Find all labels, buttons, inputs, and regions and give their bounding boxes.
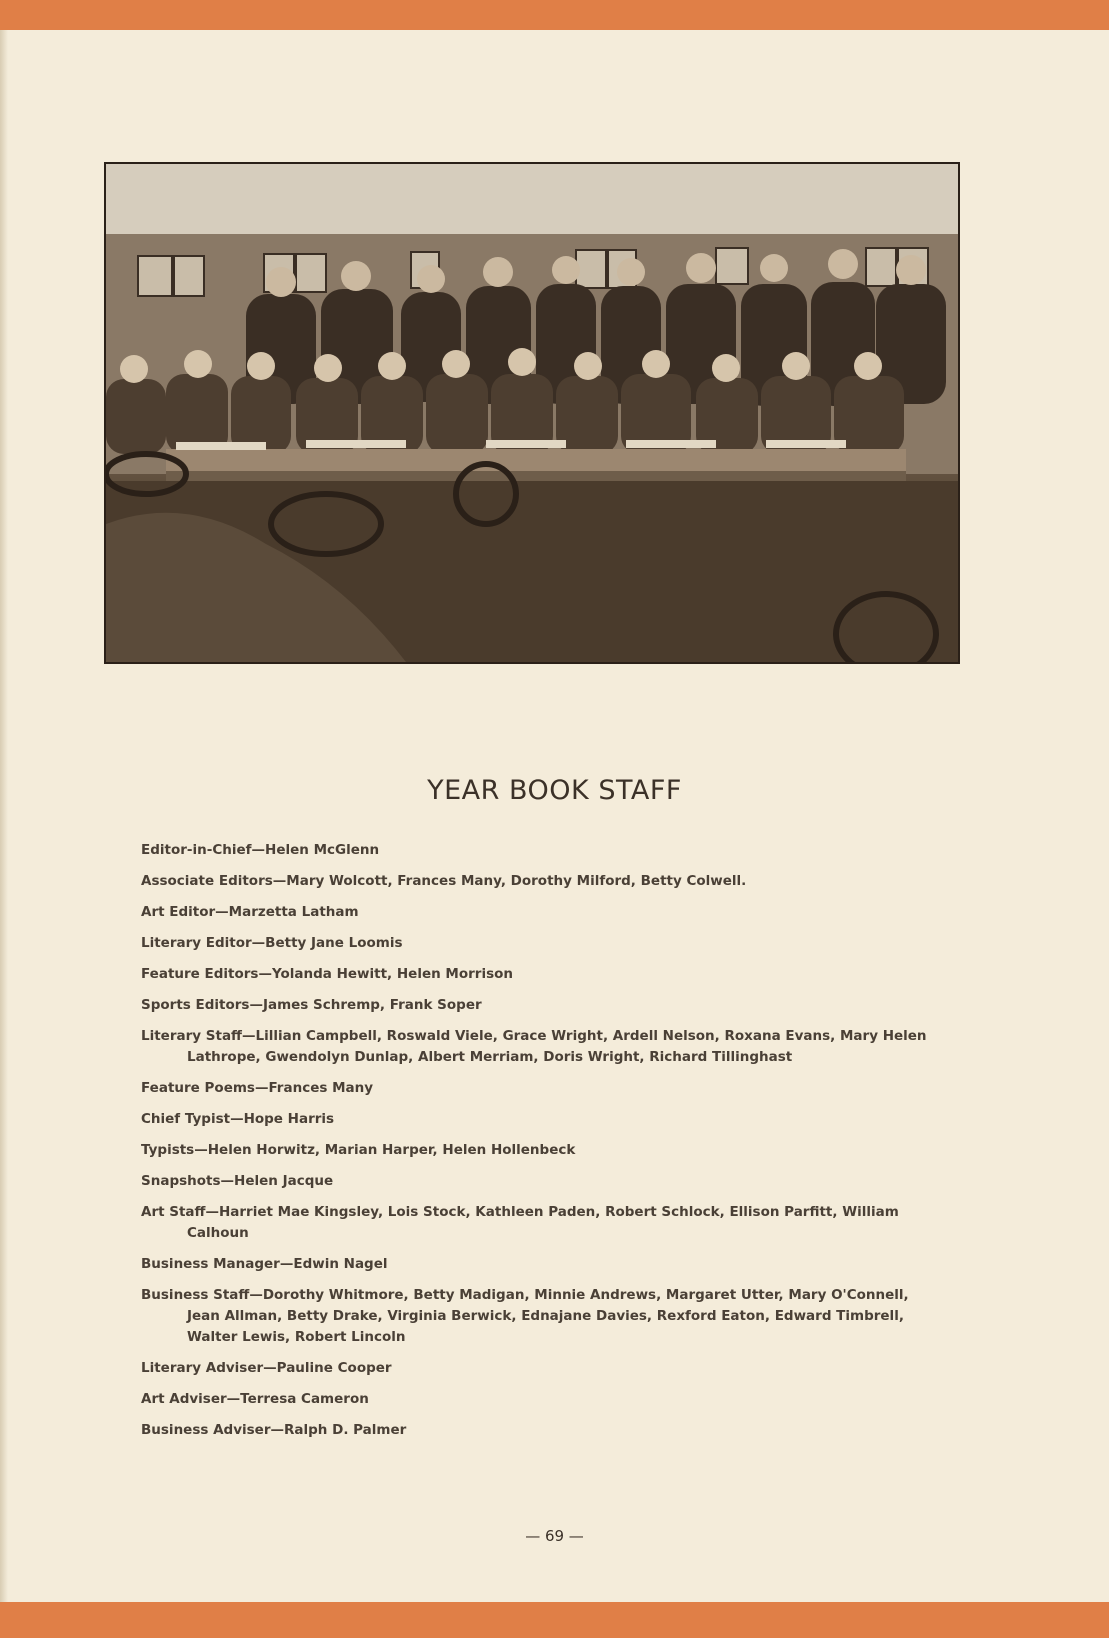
staff-names: James Schremp, Frank Soper [262,997,482,1013]
page-title: YEAR BOOK STAFF [427,775,682,806]
staff-entry [141,1202,931,1244]
staff-list [141,840,931,1451]
staff-group-photo [104,162,960,664]
staff-group-photo-graphic [106,164,958,662]
staff-entry [141,1078,931,1099]
staff-entry [141,840,931,861]
staff-names: Lillian Campbell, Roswald Viele, Grace Wright, Ardell Nelson, Roxana Evans, Mary Helen Lathrope, Gwendolyn Dunlap, Albert Merriam, Doris Wright, Richard Tillinghast [187,1028,927,1065]
staff-names: Harriet Mae Kingsley, Lois Stock, Kathleen Paden, Robert Schlock, Ellison Parfitt, William Calhoun [187,1204,899,1241]
staff-names: Frances Many [268,1080,374,1096]
dash: — [251,842,266,858]
dash: — [279,1256,294,1272]
staff-names: Mary Wolcott, Frances Many, Dorothy Milford, Betty Colwell. [286,873,747,889]
top-color-band [0,0,1109,30]
staff-names: Yolanda Hewitt, Helen Morrison [271,966,513,982]
staff-names: Marzetta Latham [228,904,359,920]
dash: — [263,1360,277,1376]
staff-role: Literary Adviser [141,1360,264,1376]
dash: — [230,1111,244,1127]
staff-role: Literary Editor [141,935,252,951]
staff-role: Literary Staff [141,1028,242,1044]
staff-names: Terresa Cameron [240,1391,369,1407]
staff-entry [141,902,931,923]
dash: — [254,1080,269,1096]
staff-names: Helen McGlenn [265,842,380,858]
staff-entry [141,933,931,954]
dash: — [251,935,266,951]
staff-role: Business Staff [141,1287,250,1303]
staff-entry [141,1285,931,1348]
staff-entry [141,995,931,1016]
staff-role: Chief Typist [141,1111,231,1127]
dash: — [194,1142,208,1158]
dash: — [272,873,287,889]
staff-entry [141,1140,931,1161]
staff-entry [141,1358,931,1379]
page-number: — 69 — [525,1527,584,1545]
staff-entry [141,1171,931,1192]
staff-role: Business Manager [141,1256,280,1272]
dash: — [215,904,229,920]
staff-role: Business Adviser [141,1422,271,1438]
staff-role: Associate Editors [141,873,273,889]
staff-entry [141,1389,931,1410]
staff-names: Pauline Cooper [276,1360,392,1376]
staff-role: Sports Editors [141,997,250,1013]
bottom-color-band [0,1602,1109,1638]
staff-names: Helen Jacque [234,1173,334,1189]
dash: — [205,1204,219,1220]
staff-entry [141,1109,931,1130]
staff-entry [141,1420,931,1441]
staff-names: Edwin Nagel [293,1256,388,1272]
staff-role: Art Adviser [141,1391,227,1407]
staff-role: Typists [141,1142,195,1158]
dash: — [270,1422,284,1438]
staff-role: Feature Poems [141,1080,255,1096]
page-binding-edge [0,30,8,1602]
staff-role: Art Staff [141,1204,206,1220]
staff-entry [141,1254,931,1275]
dash: — [249,1287,263,1303]
staff-role: Art Editor [141,904,216,920]
staff-names: Dorothy Whitmore, Betty Madigan, Minnie Andrews, Margaret Utter, Mary O'Connell, Jean Allman, Betty Drake, Virginia Berwick, Ednajane Davies, Rexford Eaton, Edward Timbrell, Walter Lewis, Robert Lincoln [187,1287,909,1345]
staff-entry [141,1026,931,1068]
staff-names: Ralph D. Palmer [284,1422,407,1438]
staff-role: Editor-in-Chief [141,842,252,858]
staff-role: Feature Editors [141,966,259,982]
dash: — [249,997,263,1013]
staff-names: Hope Harris [243,1111,335,1127]
staff-names: Betty Jane Loomis [265,935,403,951]
dash: — [258,966,272,982]
staff-entry [141,964,931,985]
dash: — [242,1028,256,1044]
dash: — [226,1391,241,1407]
dash: — [220,1173,235,1189]
staff-entry [141,871,931,892]
staff-names: Helen Horwitz, Marian Harper, Helen Hollenbeck [207,1142,576,1158]
staff-role: Snapshots [141,1173,221,1189]
